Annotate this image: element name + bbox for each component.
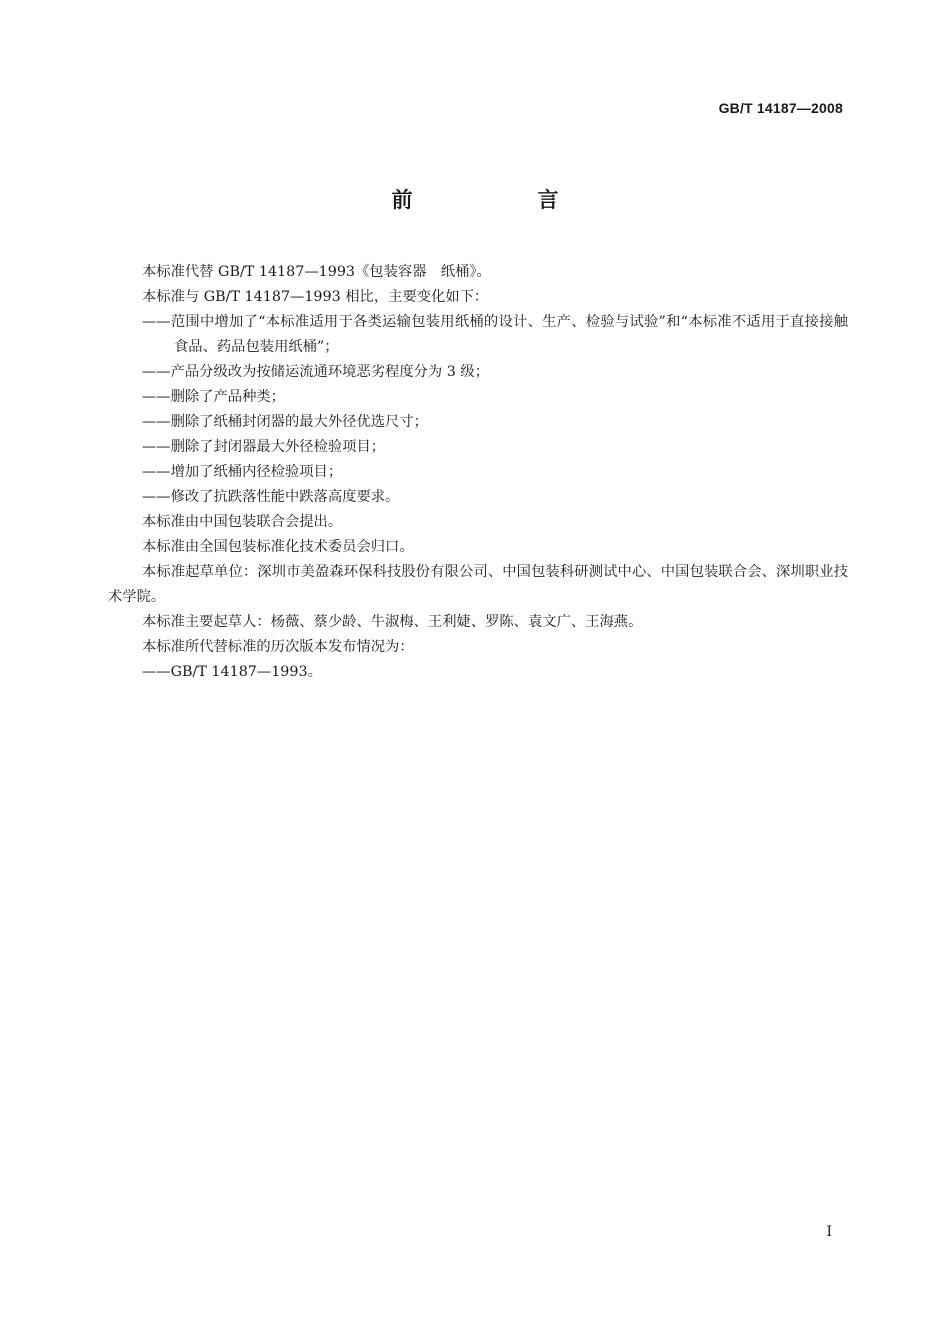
change-item: ——增加了纸桶内径检验项目； <box>142 464 343 480</box>
page-title: 前 言 <box>391 188 611 212</box>
change-item: ——删除了纸桶封闭器的最大外径优选尺寸； <box>142 414 428 430</box>
foreword-body <box>108 260 848 685</box>
paragraph-proposer: 本标准由中国包装联合会提出。 <box>142 514 343 530</box>
paragraph-drafters: 本标准主要起草人：杨薇、蔡少龄、牛淑梅、王利婕、罗陈、袁文广、王海燕。 <box>142 614 643 630</box>
history-item: ——GB/T 14187—1993。 <box>142 664 322 680</box>
standard-number: GB/T 14187—2008 <box>718 100 843 116</box>
change-item: ——范围中增加了“本标准适用于各类运输包装用纸桶的设计、生产、检验与试验”和“本标准不适用于直接接触食品、药品包装用纸桶”； <box>142 314 848 355</box>
change-item: ——修改了抗跌落性能中跌落高度要求。 <box>142 489 400 505</box>
page-number: I <box>826 1224 832 1240</box>
paragraph-changes-intro: 本标准与 GB/T 14187—1993 相比，主要变化如下： <box>142 289 489 305</box>
change-item: ——产品分级改为按储运流通环境恶劣程度分为 3 级； <box>142 364 490 380</box>
change-item: ——删除了产品种类； <box>142 389 285 405</box>
paragraph-drafting-units: 本标准起草单位：深圳市美盈森环保科技股份有限公司、中国包装科研测试中心、中国包装联合会、深圳职业技术学院。 <box>108 564 848 605</box>
paragraph-history-intro: 本标准所代替标准的历次版本发布情况为： <box>142 639 414 655</box>
change-item: ——删除了封闭器最大外径检验项目； <box>142 439 386 455</box>
paragraph-replaces: 本标准代替 GB/T 14187—1993《包装容器 纸桶》。 <box>142 264 491 280</box>
paragraph-committee: 本标准由全国包装标准化技术委员会归口。 <box>142 539 414 555</box>
